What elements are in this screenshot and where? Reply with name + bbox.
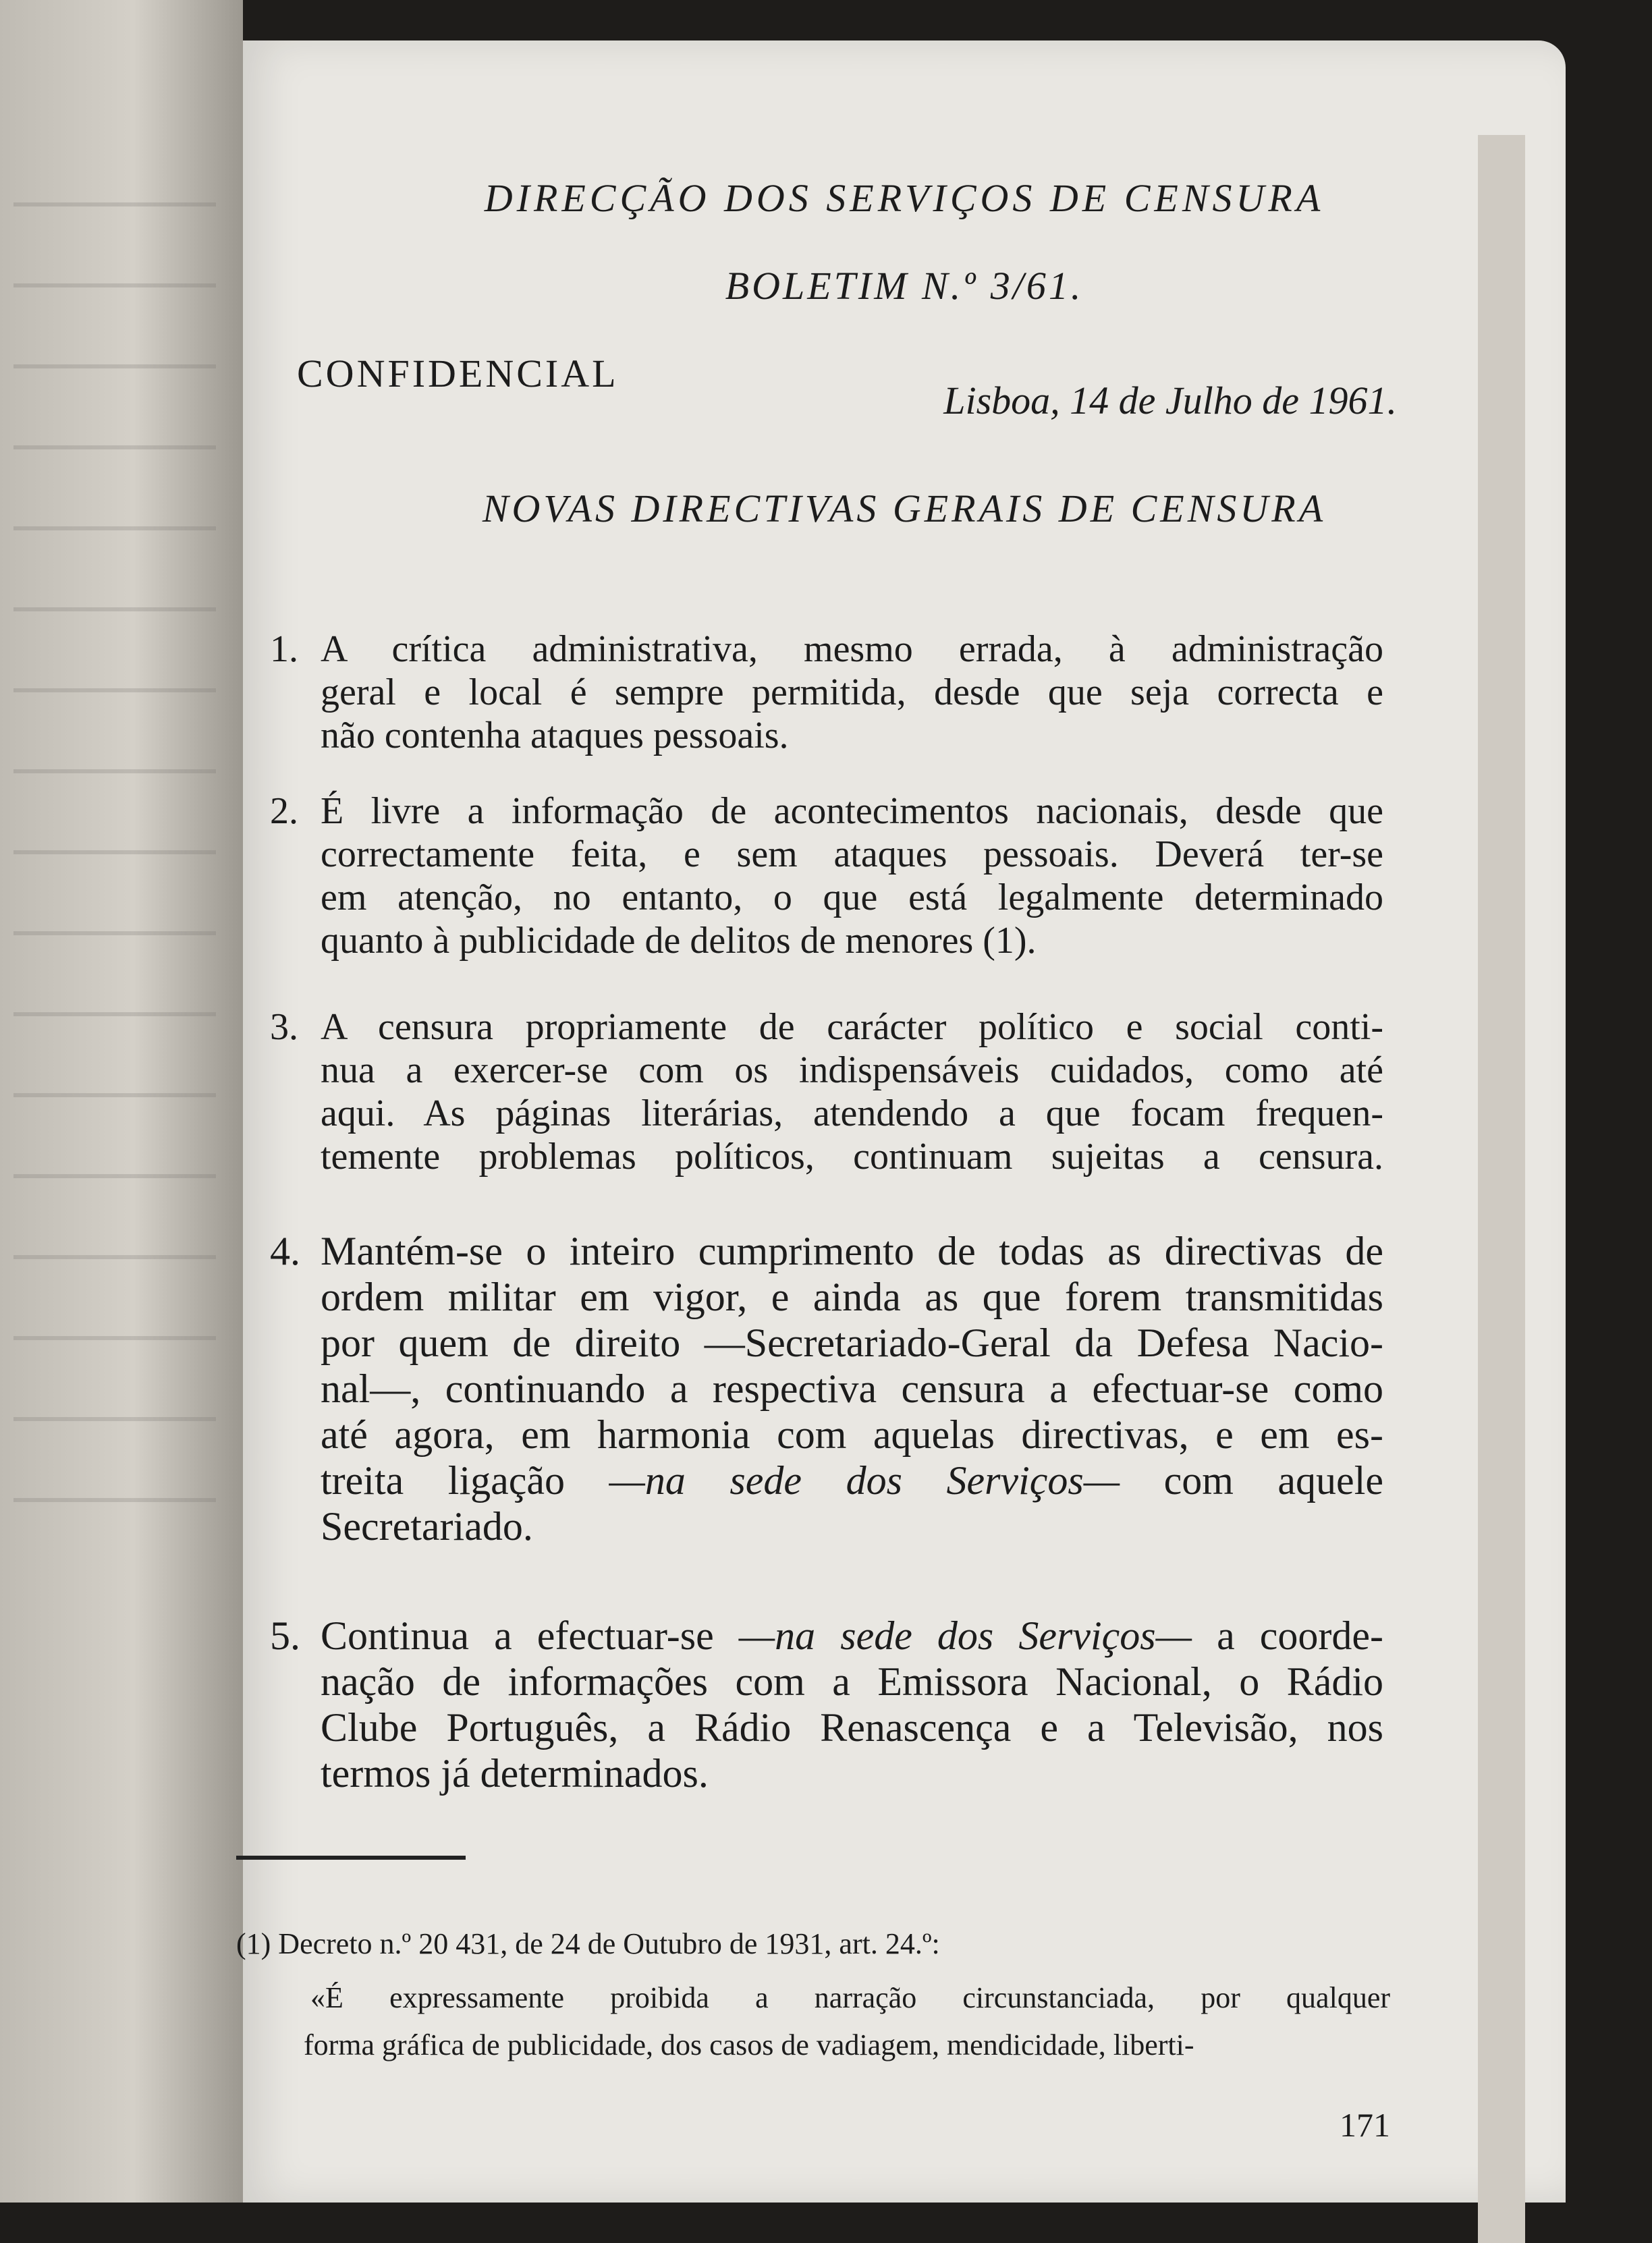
item-line: não contenha ataques pessoais. — [321, 715, 789, 756]
document-title: DIRECÇÃO DOS SERVIÇOS DE CENSURA — [484, 176, 1325, 220]
item-number: 3. — [270, 1006, 298, 1048]
item-line: temente problemas políticos, continuam sujeitas a censura. — [321, 1136, 1383, 1178]
item-text: Continua a efectuar-se — [321, 1613, 739, 1658]
item-line: termos já determinados. — [321, 1751, 709, 1796]
document-subtitle: NOVAS DIRECTIVAS GERAIS DE CENSURA — [482, 487, 1327, 530]
page-content — [236, 40, 1566, 2203]
item-line: até agora, em harmonia com aquelas directivas, e em es- — [321, 1412, 1383, 1457]
item-line: A crítica administrativa, mesmo errada, à administração — [321, 628, 1383, 670]
item-number: 1. — [270, 628, 298, 670]
directive-item-1 — [270, 628, 1383, 757]
directive-item-2 — [270, 790, 1383, 962]
document-date: Lisboa, 14 de Julho de 1961. — [943, 379, 1397, 422]
item-line: Secretariado. — [321, 1504, 533, 1549]
bulletin-number: BOLETIM N.º 3/61. — [725, 264, 1084, 308]
item-line: A censura propriamente de carácter político e social conti- — [321, 1006, 1383, 1048]
item-line: É livre a informação de acontecimentos nacionais, desde que — [321, 790, 1383, 832]
item-line: quanto à publicidade de delitos de menores (1). — [321, 920, 1037, 962]
footnote-quote-line: forma gráfica de publicidade, dos casos de vadiagem, mendicidade, liberti- — [304, 2028, 1194, 2061]
item-line: Mantém-se o inteiro cumprimento de todas as directivas de — [321, 1229, 1383, 1273]
classification-label: CONFIDENCIAL — [297, 352, 619, 395]
item-number: 2. — [270, 790, 298, 832]
item-line: nua a exercer-se com os indispensáveis cuidados, como até — [321, 1049, 1383, 1091]
item-line: por quem de direito —Secretariado-Geral da Defesa Nacio- — [321, 1321, 1383, 1365]
item-line — [321, 1613, 1383, 1659]
item-line: em atenção, no entanto, o que está legalmente determinado — [321, 877, 1383, 918]
item-line: correctamente feita, e sem ataques pessoais. Deverá ter-se — [321, 833, 1383, 875]
item-line — [321, 1458, 1383, 1503]
item-text: a coorde- — [1191, 1613, 1384, 1658]
directive-item-3 — [270, 1005, 1383, 1178]
page-number: 171 — [1340, 2106, 1390, 2144]
footnote-quote-line: «É expressamente proibida a narração circunstanciada, por qualquer — [310, 1981, 1390, 2014]
item-line: nação de informações com a Emissora Nacional, o Rádio — [321, 1659, 1383, 1704]
directive-item-4 — [270, 1228, 1383, 1549]
item-italic-text: —na sede dos Serviços— — [738, 1613, 1192, 1658]
item-line: nal—, continuando a respectiva censura a efectuar-se como — [321, 1366, 1383, 1411]
item-text: treita ligação — [321, 1458, 609, 1503]
book-page — [236, 40, 1566, 2203]
footnote-reference: (1) Decreto n.º 20 431, de 24 de Outubro de 1931, art. 24.º: — [236, 1927, 940, 1960]
directive-item-5 — [270, 1613, 1384, 1796]
item-line: geral e local é sempre permitida, desde que seja correcta e — [321, 671, 1383, 713]
footnote-divider — [236, 1856, 466, 1860]
facing-page — [0, 0, 243, 2203]
item-number: 5. — [270, 1613, 300, 1658]
item-text: com aquele — [1120, 1458, 1383, 1503]
item-line: Clube Português, a Rádio Renascença e a Televisão, nos — [321, 1705, 1383, 1750]
item-line: ordem militar em vigor, e ainda as que forem transmitidas — [321, 1275, 1383, 1319]
item-italic-text: —na sede dos Serviços— — [609, 1458, 1120, 1503]
item-number: 4. — [270, 1229, 300, 1273]
item-line: aqui. As páginas literárias, atendendo a que focam frequen- — [321, 1092, 1383, 1134]
